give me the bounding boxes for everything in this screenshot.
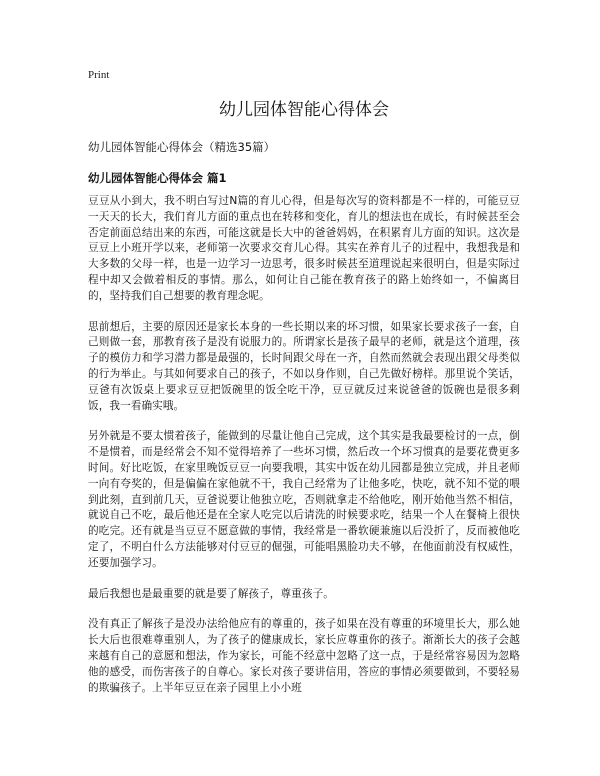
document-subtitle: 幼儿园体智能心得体会（精选35篇）: [88, 140, 276, 154]
paragraph-4: 最后我想也是最重要的就是要了解孩子，尊重孩子。: [88, 587, 334, 600]
print-link[interactable]: Print: [88, 69, 110, 81]
page-title: 幼儿园体智能心得体会: [219, 100, 389, 120]
document-page: [88, 68, 520, 711]
paragraph-5: 没有真正了解孩子是没办法给他应有的尊重的，孩子如果在没有尊重的环境里长大，那么她长大后也很难尊重别人，为了孩子的健康成长，家长应尊重你的孩子。渐渐长大的孩子会越来越有自己的意愿和想法，作为家长，可能不经意中忽略了这一点，于是经常容易因为忽略他的感受，而伤害孩子的自尊心。家长对孩子要讲信用，答应的事情必须要做到，不要轻易的欺骗孩子。上半年豆豆在亲子园里上小小班: [88, 618, 520, 694]
section-heading: 幼儿园体智能心得体会 篇1: [88, 171, 227, 185]
paragraph-2: 思前想后，主要的原因还是家长本身的一些长期以来的坏习惯，如果家长要求孩子一套，自己则做一套，那教育孩子是没有说服力的。所谓家长是孩子最早的老师，就是这个道理，孩子的模仿力和学习潜力都是最强的，长时间跟父母在一齐，自然而然就会表现出跟父母类似的行为举止。与其如何要求自己的孩子，不如以身作则，自己先做好榜样。那里说个笑话，豆爸有次饭桌上要求豆豆把饭碗里的饭全吃干净，豆豆就反过来说爸爸的饭碗也是很多剩饭，我一看确实哦。: [88, 320, 520, 412]
paragraph-1: 豆豆从小到大，我不明白写过N篇的育儿心得，但是每次写的资料都是不一样的，可能豆豆一天天的长大，我们育儿方面的重点也在转移和变化，育儿的想法也在成长，有时候甚至会否定前面总结出来的东西，可能这就是长大中的爸爸妈妈，在积累育儿方面的知识。这次是豆豆上小班开学以来，老师第一次要求交育儿心得。其实在养育儿子的过程中，我想我是和大多数的父母一样，也是一边学习一边思考，很多时候甚至道理说起来很明白，但是实际过程中却又会做着相反的事情。那么，如何让自己能在教育孩子的路上始终如一，不偏离目的，坚持我们自己想要的教育理念呢。: [88, 195, 520, 302]
paragraph-3: 另外就是不要太惯着孩子，能做到的尽量让他自己完成，这个其实是我最要检讨的一点，倒不是惯着，而是经常会不知不觉得培养了一些坏习惯，然后改一个坏习惯真的是要花费更多时间。好比吃饭，在家里晚饭豆豆一向要我喂，其实中饭在幼儿园都是独立完成，并且老师一向有夸奖的，但是偏偏在家他就不干，我自己经常为了让他多吃，快吃，就不知不觉的喂到此刻，直到前几天，豆爸说要让他独立吃，否则就拿走不给他吃，刚开始他当然不相信，就说自己不吃，最后他还是在全家人吃完以后请洗的时候要求吃，结果一个人在餐椅上很快的吃完。还有就是当豆豆不愿意做的事情，我经常是一番软硬兼施以后没折了，反而被他吃定了，不明白什么方法能够对付豆豆的倔强，可能唱黑脸功夫不够，在他面前没有权威性，还要加强学习。: [88, 430, 520, 569]
